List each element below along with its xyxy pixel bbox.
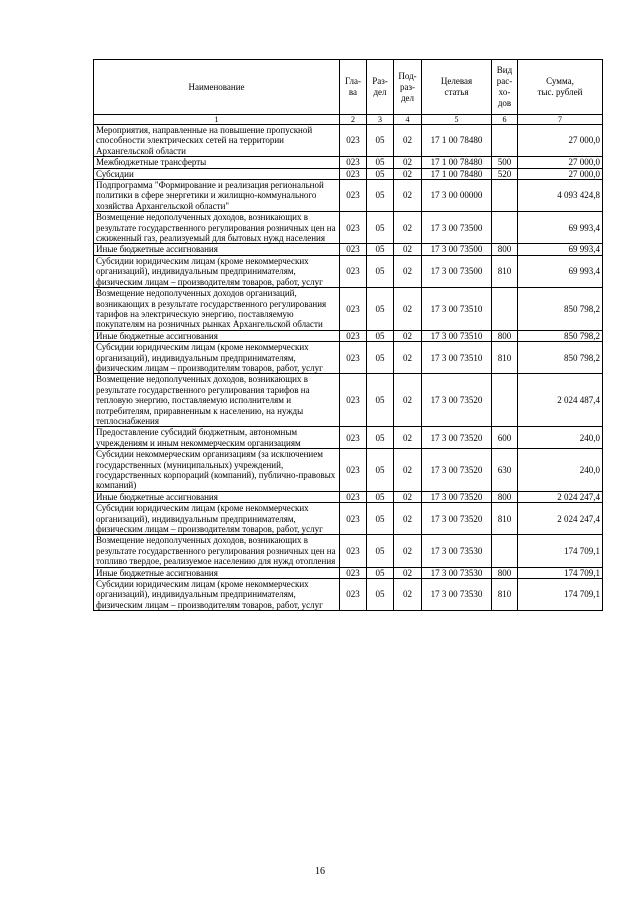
column-number-row [94, 115, 603, 125]
row-sum: 2 024 487,4 [518, 374, 603, 427]
header-name: Наименование [94, 60, 340, 115]
table-row [94, 503, 603, 535]
col-number: 1 [94, 115, 340, 125]
row-sum: 27 000,0 [518, 157, 603, 168]
row-target: 17 1 00 78480 [422, 125, 492, 157]
row-chapter: 023 [340, 157, 367, 168]
table-row [94, 168, 603, 179]
row-subsection: 02 [394, 579, 422, 611]
row-subsection: 02 [394, 567, 422, 578]
col-number: 3 [367, 115, 394, 125]
row-chapter: 023 [340, 244, 367, 255]
row-section: 05 [367, 567, 394, 578]
row-section: 05 [367, 330, 394, 341]
table-row [94, 330, 603, 341]
row-exp-type [492, 288, 518, 331]
row-section: 05 [367, 503, 394, 535]
table-row [94, 212, 603, 244]
row-exp-type: 810 [492, 342, 518, 374]
table-row [94, 567, 603, 578]
row-subsection: 02 [394, 212, 422, 244]
col-number: 6 [492, 115, 518, 125]
row-section: 05 [367, 180, 394, 212]
row-subsection: 02 [394, 180, 422, 212]
row-section: 05 [367, 491, 394, 502]
row-name: Иные бюджетные ассигнования [94, 491, 340, 502]
row-name: Мероприятия, направленные на повышение пропускной способности электрических сетей на территории Архангельской области [94, 125, 340, 157]
header-chapter: Гла- ва [340, 60, 367, 115]
row-name: Возмещение недополученных доходов, возникающих в результате государственного регулирования розничных цен на сжиженный газ, реализуемый для бытовых нужд населения [94, 212, 340, 244]
row-sum: 27 000,0 [518, 125, 603, 157]
row-name: Субсидии юридическим лицам (кроме некоммерческих организаций), индивидуальным предпринимателям, физическим лицам – производителям товаров, работ, услуг [94, 579, 340, 611]
row-exp-type: 630 [492, 449, 518, 492]
header-exp-type: Вид рас- хо- дов [492, 60, 518, 115]
row-subsection: 02 [394, 255, 422, 287]
row-chapter: 023 [340, 125, 367, 157]
row-target: 17 1 00 78480 [422, 157, 492, 168]
row-target: 17 3 00 73530 [422, 579, 492, 611]
header-sum: Сумма, тыс. рублей [518, 60, 603, 115]
budget-table [93, 59, 603, 611]
row-exp-type: 520 [492, 168, 518, 179]
row-sum: 69 993,4 [518, 255, 603, 287]
row-chapter: 023 [340, 330, 367, 341]
table-row [94, 125, 603, 157]
row-name: Субсидии юридическим лицам (кроме некоммерческих организаций), индивидуальным предпринимателям, физическим лицам – производителям товаров, работ, услуг [94, 342, 340, 374]
row-chapter: 023 [340, 212, 367, 244]
row-target: 17 3 00 73510 [422, 288, 492, 331]
header-row [94, 60, 603, 115]
row-exp-type [492, 125, 518, 157]
row-target: 17 3 00 73530 [422, 535, 492, 567]
row-target: 17 3 00 73520 [422, 374, 492, 427]
row-name: Межбюджетные трансферты [94, 157, 340, 168]
row-section: 05 [367, 212, 394, 244]
row-name: Иные бюджетные ассигнования [94, 244, 340, 255]
row-chapter: 023 [340, 255, 367, 287]
row-name: Иные бюджетные ассигнования [94, 567, 340, 578]
row-section: 05 [367, 157, 394, 168]
row-subsection: 02 [394, 330, 422, 341]
table-row [94, 342, 603, 374]
row-target: 17 3 00 73500 [422, 212, 492, 244]
row-exp-type: 810 [492, 503, 518, 535]
table-row [94, 180, 603, 212]
row-section: 05 [367, 255, 394, 287]
row-subsection: 02 [394, 503, 422, 535]
row-chapter: 023 [340, 503, 367, 535]
row-sum: 240,0 [518, 427, 603, 449]
row-exp-type: 800 [492, 244, 518, 255]
row-sum: 2 024 247,4 [518, 491, 603, 502]
row-name: Возмещение недополученных доходов, возникающих в результате государственного регулирования тарифов на тепловую энергию, поставляемую исполнителям и потребителям, приравненным к населению, на нужды теплоснабжения [94, 374, 340, 427]
row-subsection: 02 [394, 449, 422, 492]
row-sum: 174 709,1 [518, 567, 603, 578]
row-sum: 69 993,4 [518, 212, 603, 244]
col-number: 4 [394, 115, 422, 125]
row-subsection: 02 [394, 535, 422, 567]
row-sum: 27 000,0 [518, 168, 603, 179]
row-section: 05 [367, 535, 394, 567]
row-name: Иные бюджетные ассигнования [94, 330, 340, 341]
table-row [94, 255, 603, 287]
row-exp-type: 500 [492, 157, 518, 168]
row-exp-type: 800 [492, 567, 518, 578]
row-target: 17 3 00 73520 [422, 503, 492, 535]
row-target: 17 3 00 73520 [422, 449, 492, 492]
row-section: 05 [367, 288, 394, 331]
row-subsection: 02 [394, 288, 422, 331]
row-name: Предоставление субсидий бюджетным, автономным учреждениям и иным некоммерческим организациям [94, 427, 340, 449]
row-exp-type: 800 [492, 491, 518, 502]
row-sum: 4 093 424,8 [518, 180, 603, 212]
row-sum: 174 709,1 [518, 579, 603, 611]
table-row [94, 427, 603, 449]
row-section: 05 [367, 125, 394, 157]
row-section: 05 [367, 374, 394, 427]
row-section: 05 [367, 168, 394, 179]
header-section: Раз- дел [367, 60, 394, 115]
row-target: 17 3 00 73500 [422, 255, 492, 287]
table-row [94, 491, 603, 502]
row-sum: 2 024 247,4 [518, 503, 603, 535]
table-row [94, 449, 603, 492]
table-row [94, 288, 603, 331]
row-subsection: 02 [394, 168, 422, 179]
row-section: 05 [367, 244, 394, 255]
row-sum: 69 993,4 [518, 244, 603, 255]
row-exp-type [492, 180, 518, 212]
row-section: 05 [367, 579, 394, 611]
col-number: 2 [340, 115, 367, 125]
row-exp-type [492, 212, 518, 244]
row-name: Субсидии юридическим лицам (кроме некоммерческих организаций), индивидуальным предпринимателям, физическим лицам – производителям товаров, работ, услуг [94, 503, 340, 535]
row-target: 17 1 00 78480 [422, 168, 492, 179]
row-subsection: 02 [394, 125, 422, 157]
row-sum: 850 798,2 [518, 342, 603, 374]
col-number: 5 [422, 115, 492, 125]
row-sum: 240,0 [518, 449, 603, 492]
row-section: 05 [367, 427, 394, 449]
row-chapter: 023 [340, 567, 367, 578]
header-subsection: Под- раз- дел [394, 60, 422, 115]
row-name: Подпрограмма "Формирование и реализация региональной политики в сфере энергетики и жилищно-коммунального хозяйства Архангельской области" [94, 180, 340, 212]
row-exp-type: 800 [492, 330, 518, 341]
row-subsection: 02 [394, 427, 422, 449]
row-exp-type [492, 374, 518, 427]
row-name: Возмещение недополученных доходов организаций, возникающих в результате государственного регулирования тарифов на электрическую энергию, поставляемую покупателям на розничных рынках Архангельской области [94, 288, 340, 331]
header-target: Целевая статья [422, 60, 492, 115]
row-target: 17 3 00 73500 [422, 244, 492, 255]
table-row [94, 579, 603, 611]
row-chapter: 023 [340, 288, 367, 331]
row-sum: 850 798,2 [518, 330, 603, 341]
row-chapter: 023 [340, 449, 367, 492]
row-target: 17 3 00 73510 [422, 330, 492, 341]
row-exp-type: 810 [492, 255, 518, 287]
row-chapter: 023 [340, 579, 367, 611]
row-subsection: 02 [394, 491, 422, 502]
row-chapter: 023 [340, 168, 367, 179]
row-chapter: 023 [340, 180, 367, 212]
row-chapter: 023 [340, 342, 367, 374]
row-exp-type: 810 [492, 579, 518, 611]
row-target: 17 3 00 73510 [422, 342, 492, 374]
row-chapter: 023 [340, 491, 367, 502]
row-name: Субсидии некоммерческим организациям (за исключением государственных (муниципальных) учреждений, государственных корпораций (компаний), публично-правовых компаний) [94, 449, 340, 492]
row-subsection: 02 [394, 157, 422, 168]
table-row [94, 535, 603, 567]
row-exp-type [492, 535, 518, 567]
row-subsection: 02 [394, 374, 422, 427]
row-target: 17 3 00 73530 [422, 567, 492, 578]
table-row [94, 374, 603, 427]
row-target: 17 3 00 00000 [422, 180, 492, 212]
row-chapter: 023 [340, 427, 367, 449]
row-sum: 850 798,2 [518, 288, 603, 331]
row-name: Возмещение недополученных доходов, возникающих в результате государственного регулирования розничных цен на топливо твердое, реализуемое населению для нужд отопления [94, 535, 340, 567]
row-section: 05 [367, 342, 394, 374]
row-target: 17 3 00 73520 [422, 427, 492, 449]
row-name: Субсидии юридическим лицам (кроме некоммерческих организаций), индивидуальным предпринимателям, физическим лицам – производителям товаров, работ, услуг [94, 255, 340, 287]
row-name: Субсидии [94, 168, 340, 179]
row-subsection: 02 [394, 342, 422, 374]
row-sum: 174 709,1 [518, 535, 603, 567]
row-chapter: 023 [340, 535, 367, 567]
row-target: 17 3 00 73520 [422, 491, 492, 502]
table-row [94, 157, 603, 168]
row-subsection: 02 [394, 244, 422, 255]
col-number: 7 [518, 115, 603, 125]
row-section: 05 [367, 449, 394, 492]
row-chapter: 023 [340, 374, 367, 427]
table-row [94, 244, 603, 255]
row-exp-type: 600 [492, 427, 518, 449]
page-number: 16 [315, 866, 325, 877]
